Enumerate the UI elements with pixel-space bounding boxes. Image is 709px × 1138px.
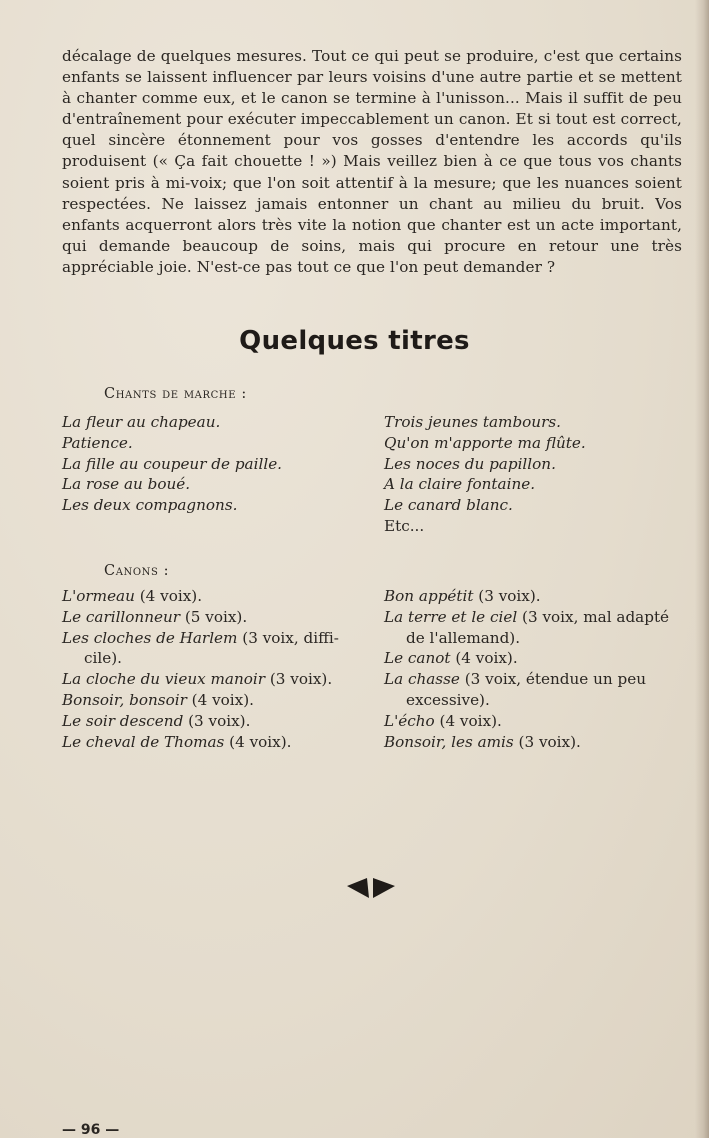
canon-voices: (3 voix, diffi- — [237, 628, 339, 647]
canon-title: Le canot — [384, 649, 451, 668]
canon-voices: (3 voix, mal adapté — [517, 607, 670, 626]
song-title: Qu'on m'apporte ma flûte. — [384, 433, 586, 452]
canon-title: La chasse — [384, 670, 460, 689]
canon-entry — [384, 607, 684, 628]
canons-label: Canons : — [104, 563, 170, 579]
canon-entry — [384, 711, 684, 732]
canon-voices: (3 voix). — [513, 732, 581, 751]
canon-entry — [62, 628, 367, 649]
song-title: A la claire fontaine. — [384, 475, 536, 494]
song-title: Les deux compagnons. — [62, 496, 238, 515]
marche-label: Chants de marche : — [104, 386, 247, 402]
marche-right-list — [384, 412, 684, 537]
song-title: Patience. — [62, 433, 133, 452]
canon-voices: (4 voix). — [224, 732, 292, 751]
canon-title: Bonsoir, les amis — [384, 732, 514, 751]
canon-entry — [62, 669, 367, 690]
canon-voices: (3 voix, étendue un peu — [459, 670, 646, 689]
song-title: Les noces du papillon. — [384, 454, 556, 473]
canon-entry — [62, 711, 367, 732]
canon-voices: (3 voix). — [265, 670, 333, 689]
song-title: La fille au coupeur de paille. — [62, 454, 283, 473]
canon-title: La cloche du vieux manoir — [62, 670, 266, 689]
song-title: La rose au boué. — [62, 475, 191, 494]
canons-left-list — [62, 586, 367, 752]
section-heading: Quelques titres — [239, 326, 470, 356]
canon-entry — [62, 586, 367, 607]
canon-title: Bon appétit — [384, 587, 474, 605]
ornament-icon — [345, 874, 397, 902]
canon-title: Le carillonneur — [62, 607, 181, 626]
canon-entry — [62, 732, 367, 753]
canon-voices-continued: excessive). — [406, 690, 490, 709]
canon-title: La terre et le ciel — [384, 607, 518, 626]
canon-title: Le cheval de Thomas — [62, 732, 225, 751]
canon-title: Le soir descend — [62, 711, 184, 730]
song-title: Le canard blanc. — [384, 496, 513, 515]
canon-entry — [62, 690, 367, 711]
canon-voices: (4 voix). — [186, 690, 254, 709]
canons-right-list — [384, 586, 684, 752]
canon-voices: (3 voix). — [473, 587, 541, 605]
canon-title: L'écho — [384, 711, 435, 730]
canon-entry — [384, 586, 684, 607]
canon-voices: (4 voix). — [134, 587, 203, 605]
song-title: Etc... — [384, 516, 425, 535]
marche-left-list — [62, 412, 362, 516]
body-paragraph: décalage de quelques mesures. Tout ce qui peut se produire, c'est que certains enfants se laissent influencer par leurs voisins d'une autre partie et se mettent à chanter comme eux, et le canon se termine à l'unisson... Mais il suffit de peu d'entraînement pour exécuter impeccablement un canon. Et si tout est correct, quel sincère étonnement pour vos gosses d'entendre les accords qu'ils produisent (« Ça fait chouette ! ») Mais veillez bien à ce que tous vos chants soient pris à mi-voix; que l'on soit attentif à la mesure; que les nuances soient respectées. Ne laissez jamais entonner un chant au milieu du bruit. Vos enfants acquerront alors très vite la notion que chanter est un acte important, qui demande beaucoup de soins, mais qui procure en retour une très appréciable joie. N'est-ce pas tout ce que l'on peut demander ? — [62, 47, 682, 276]
canon-title: Bonsoir, bonsoir — [62, 690, 187, 709]
canon-entry — [384, 669, 684, 690]
song-title: Trois jeunes tambours. — [384, 413, 561, 431]
canon-title: Les cloches de Harlem — [62, 628, 238, 647]
page-number: — 96 — — [62, 1122, 120, 1138]
canon-voices: (3 voix). — [183, 711, 251, 730]
canon-entry — [384, 648, 684, 669]
canon-voices: (4 voix). — [450, 649, 518, 668]
canon-entry — [384, 732, 684, 753]
canon-voices-continued: de l'allemand). — [406, 628, 521, 647]
song-title: La fleur au chapeau. — [62, 413, 221, 431]
canon-entry — [62, 607, 367, 628]
page-edge-shadow — [695, 0, 709, 1138]
canon-voices-continued: cile). — [84, 649, 122, 668]
canon-title: L'ormeau — [62, 587, 135, 605]
canon-voices: (5 voix). — [180, 607, 248, 626]
canon-voices: (4 voix). — [434, 711, 502, 730]
